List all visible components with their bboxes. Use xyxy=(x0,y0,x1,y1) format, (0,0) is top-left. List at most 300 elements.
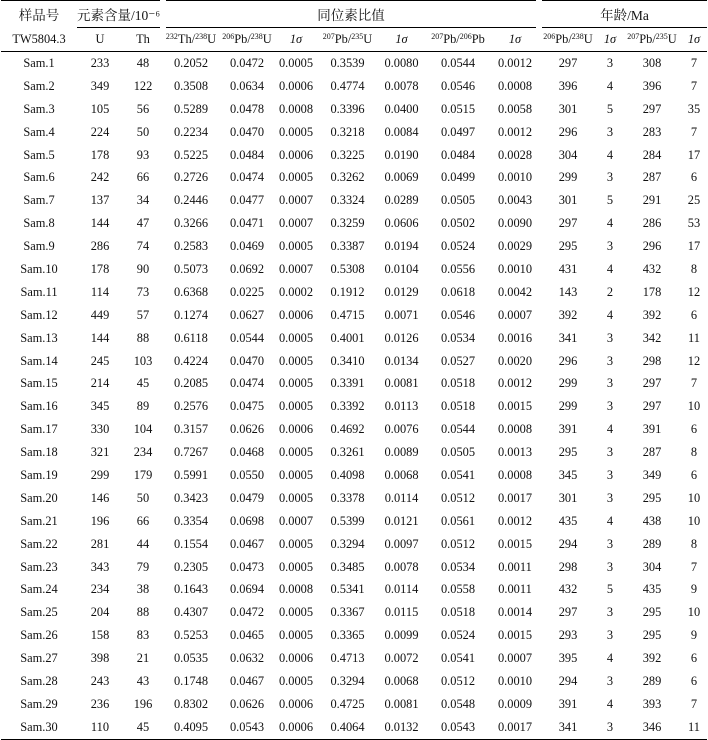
cell-sigma: 3 xyxy=(606,605,614,620)
cell-u: 110 xyxy=(90,719,110,734)
col-sigma-4: 1σ xyxy=(597,28,623,52)
cell-sigma: 7 xyxy=(690,376,698,391)
table-row xyxy=(1,258,707,281)
cell-u: 196 xyxy=(90,513,110,528)
cell-sigma: 10 xyxy=(687,399,701,414)
cell-sigma: 3 xyxy=(606,719,614,734)
cell-pb206-u238: 0.0626 xyxy=(229,422,265,437)
cell-sigma: 7 xyxy=(690,559,698,574)
cell-sample: Sam.20 xyxy=(20,490,58,505)
cell-pb206-u238: 0.0477 xyxy=(229,193,265,208)
cell-age-207-235: 342 xyxy=(642,330,662,345)
cell-pb206-u238: 0.0465 xyxy=(229,628,265,643)
cell-sigma: 0.0104 xyxy=(384,261,419,276)
cell-sigma: 0.0097 xyxy=(384,536,419,551)
table-row xyxy=(1,441,707,464)
cell-sigma: 0.0014 xyxy=(497,605,533,620)
cell-age-206-238: 391 xyxy=(558,422,578,437)
cell-u: 105 xyxy=(90,101,110,116)
cell-sigma: 0.0090 xyxy=(497,216,533,231)
cell-sigma: 0.0011 xyxy=(498,559,532,574)
cell-sigma: 0.0017 xyxy=(497,490,533,505)
cell-sigma: 0.0008 xyxy=(497,467,533,482)
cell-sigma: 0.0289 xyxy=(384,193,419,208)
cell-sample: Sam.13 xyxy=(20,330,58,345)
cell-pb207-pb206: 0.0546 xyxy=(440,307,476,322)
cell-th: 88 xyxy=(136,330,150,345)
cell-sample: Sam.22 xyxy=(20,536,58,551)
cell-pb207-u235: 0.3378 xyxy=(330,490,365,505)
cell-sigma: 0.0069 xyxy=(384,170,419,185)
col-sigma-5: 1σ xyxy=(681,28,707,52)
cell-sigma: 0.0005 xyxy=(278,330,314,345)
col-th: Th xyxy=(123,28,163,52)
cell-pb206-u238: 0.0467 xyxy=(229,536,265,551)
cell-pb206-u238: 0.0468 xyxy=(229,445,265,460)
cell-sigma: 2 xyxy=(606,284,614,299)
cell-sigma: 0.0400 xyxy=(384,101,419,116)
cell-age-206-238: 431 xyxy=(558,261,578,276)
col-sigma-2: 1σ xyxy=(378,28,425,52)
cell-pb206-u238: 0.0627 xyxy=(229,307,265,322)
cell-age-206-238: 294 xyxy=(558,536,578,551)
cell-age-207-235: 392 xyxy=(642,651,662,666)
cell-th-u-ratio: 0.1274 xyxy=(173,307,209,322)
cell-sample: Sam.5 xyxy=(23,147,55,162)
cell-u: 245 xyxy=(90,353,110,368)
cell-age-206-238: 341 xyxy=(558,330,578,345)
cell-pb206-u238: 0.0626 xyxy=(229,696,265,711)
cell-age-206-238: 395 xyxy=(558,651,578,666)
table-row xyxy=(1,624,707,647)
cell-pb207-pb206: 0.0534 xyxy=(440,330,476,345)
cell-pb207-pb206: 0.0556 xyxy=(440,261,476,276)
cell-sigma: 0.0005 xyxy=(278,376,314,391)
cell-pb207-u235: 0.4098 xyxy=(330,467,365,482)
cell-age-207-235: 438 xyxy=(642,513,662,528)
cell-th: 89 xyxy=(136,399,150,414)
cell-pb206-u238: 0.0692 xyxy=(229,261,265,276)
cell-age-207-235: 289 xyxy=(642,536,662,551)
cell-sigma: 0.0132 xyxy=(384,719,419,734)
table-row xyxy=(1,510,707,533)
sample-label: 样品号 xyxy=(18,8,60,24)
cell-pb207-u235: 0.3539 xyxy=(330,55,365,70)
cell-age-207-235: 286 xyxy=(642,216,662,231)
cell-sigma: 0.0006 xyxy=(278,147,314,162)
cell-age-207-235: 392 xyxy=(642,307,662,322)
cell-sample: Sam.1 xyxy=(23,55,55,70)
cell-age-207-235: 346 xyxy=(642,719,662,734)
cell-th: 45 xyxy=(136,376,150,391)
cell-sample: Sam.28 xyxy=(20,673,58,688)
cell-sigma: 7 xyxy=(690,696,698,711)
cell-th-u-ratio: 0.1643 xyxy=(173,582,209,597)
cell-th: 43 xyxy=(136,673,150,688)
cell-sample: Sam.24 xyxy=(20,582,58,597)
cell-sample: Sam.16 xyxy=(20,399,58,414)
cell-sigma: 0.0005 xyxy=(278,467,314,482)
cell-sigma: 0.0011 xyxy=(498,582,532,597)
table-row xyxy=(1,166,707,189)
cell-sigma: 3 xyxy=(606,239,614,254)
cell-pb206-u238: 0.0634 xyxy=(229,78,265,93)
cell-sigma: 3 xyxy=(606,330,614,345)
table-row xyxy=(1,533,707,556)
cell-th-u-ratio: 0.8302 xyxy=(173,696,209,711)
cell-sigma: 35 xyxy=(687,101,701,116)
cell-sigma: 0.0006 xyxy=(278,307,314,322)
cell-age-206-238: 294 xyxy=(558,673,578,688)
cell-th-u-ratio: 0.0535 xyxy=(173,651,209,666)
cell-sigma: 8 xyxy=(690,261,698,276)
cell-sample: Sam.19 xyxy=(20,467,58,482)
cell-th: 38 xyxy=(136,582,150,597)
header-row-groups xyxy=(1,1,707,28)
cell-sigma: 0.0010 xyxy=(497,170,533,185)
cell-pb207-u235: 0.3485 xyxy=(330,559,365,574)
cell-sigma: 0.0005 xyxy=(278,353,314,368)
cell-age-207-235: 297 xyxy=(642,399,662,414)
cell-pb206-u238: 0.0698 xyxy=(229,513,265,528)
cell-u: 144 xyxy=(90,330,110,345)
cell-pb207-pb206: 0.0544 xyxy=(440,55,476,70)
cell-th: 50 xyxy=(136,124,150,139)
cell-u: 214 xyxy=(90,376,110,391)
cell-sigma: 0.0043 xyxy=(497,193,533,208)
cell-pb206-u238: 0.0473 xyxy=(229,559,265,574)
cell-sigma: 0.0007 xyxy=(278,513,314,528)
cell-sigma: 0.0129 xyxy=(384,284,419,299)
cell-age-206-238: 299 xyxy=(558,170,578,185)
cell-sigma: 5 xyxy=(606,582,614,597)
cell-u: 204 xyxy=(90,605,110,620)
cell-sigma: 25 xyxy=(687,193,701,208)
cell-pb207-pb206: 0.0546 xyxy=(440,78,476,93)
cell-age-206-238: 435 xyxy=(558,513,578,528)
cell-age-206-238: 392 xyxy=(558,307,578,322)
cell-pb207-pb206: 0.0505 xyxy=(440,193,476,208)
cell-age-206-238: 301 xyxy=(558,101,578,116)
cell-sigma: 7 xyxy=(690,55,698,70)
cell-pb207-pb206: 0.0484 xyxy=(440,147,476,162)
cell-pb206-u238: 0.0472 xyxy=(229,55,265,70)
cell-th: 79 xyxy=(136,559,150,574)
cell-age-206-238: 396 xyxy=(558,78,578,93)
cell-sample: Sam.17 xyxy=(20,422,58,437)
cell-th-u-ratio: 0.4095 xyxy=(173,719,209,734)
cell-sigma: 17 xyxy=(687,239,701,254)
table-row xyxy=(1,670,707,693)
cell-th: 90 xyxy=(136,261,150,276)
col-pb206-u238: $^{206}$Pb/$^{238}$U xyxy=(219,28,275,52)
cell-pb207-pb206: 0.0518 xyxy=(440,605,476,620)
cell-pb206-u238: 0.0467 xyxy=(229,673,265,688)
cell-sigma: 4 xyxy=(606,513,614,528)
col-age-207-235: $^{207}$Pb/$^{235}$U xyxy=(623,28,681,52)
cell-pb207-pb206: 0.0524 xyxy=(440,628,476,643)
cell-pb207-pb206: 0.0541 xyxy=(440,651,476,666)
cell-sigma: 0.0012 xyxy=(497,55,533,70)
cell-pb207-u235: 0.4774 xyxy=(330,78,365,93)
cell-sigma: 0.0005 xyxy=(278,628,314,643)
cell-th: 48 xyxy=(136,55,150,70)
cell-sigma: 0.0089 xyxy=(384,445,419,460)
cell-sigma: 10 xyxy=(687,605,701,620)
cell-sample: Sam.3 xyxy=(23,101,55,116)
cell-pb207-pb206: 0.0534 xyxy=(440,559,476,574)
cell-sigma: 3 xyxy=(606,536,614,551)
cell-sigma: 8 xyxy=(690,536,698,551)
cell-th: 104 xyxy=(133,422,153,437)
cell-sigma: 0.0081 xyxy=(384,696,419,711)
cell-u: 137 xyxy=(90,193,110,208)
cell-sigma: 0.0010 xyxy=(497,261,533,276)
cell-th-u-ratio: 0.1748 xyxy=(173,673,209,688)
cell-pb207-u235: 0.3391 xyxy=(330,376,365,391)
sample-id: TW5804.3 xyxy=(1,28,77,52)
cell-pb206-u238: 0.0544 xyxy=(229,330,265,345)
cell-pb207-u235: 0.3225 xyxy=(330,147,365,162)
cell-age-207-235: 283 xyxy=(642,124,662,139)
cell-u: 281 xyxy=(90,536,110,551)
cell-pb207-u235: 0.3218 xyxy=(330,124,365,139)
cell-sigma: 10 xyxy=(687,513,701,528)
cell-sigma: 0.0078 xyxy=(384,559,419,574)
cell-pb206-u238: 0.0478 xyxy=(229,101,265,116)
cell-u: 144 xyxy=(90,216,110,231)
cell-pb207-u235: 0.3410 xyxy=(330,353,365,368)
isotope-group-header: 同位素比值 xyxy=(163,1,539,28)
cell-age-206-238: 297 xyxy=(558,216,578,231)
table-row xyxy=(1,189,707,212)
cell-sigma: 0.0081 xyxy=(384,376,419,391)
cell-sigma: 12 xyxy=(687,284,701,299)
cell-sigma: 0.0006 xyxy=(278,78,314,93)
cell-u: 242 xyxy=(90,170,110,185)
cell-sigma: 6 xyxy=(690,673,698,688)
col-age-206-238: $^{206}$Pb/$^{238}$U xyxy=(539,28,597,52)
cell-sigma: 0.0012 xyxy=(497,124,533,139)
cell-pb207-pb206: 0.0518 xyxy=(440,376,476,391)
cell-th-u-ratio: 0.2446 xyxy=(173,193,209,208)
cell-th: 57 xyxy=(136,307,150,322)
cell-sample: Sam.30 xyxy=(20,719,58,734)
cell-age-206-238: 298 xyxy=(558,559,578,574)
cell-age-207-235: 291 xyxy=(642,193,662,208)
cell-pb206-u238: 0.0694 xyxy=(229,582,265,597)
cell-sample: Sam.29 xyxy=(20,696,58,711)
cell-u: 236 xyxy=(90,696,110,711)
cell-sample: Sam.7 xyxy=(23,193,55,208)
table-row xyxy=(1,281,707,304)
cell-pb206-u238: 0.0543 xyxy=(229,719,265,734)
cell-sigma: 3 xyxy=(606,559,614,574)
cell-age-206-238: 432 xyxy=(558,582,578,597)
cell-age-207-235: 289 xyxy=(642,673,662,688)
cell-th-u-ratio: 0.2576 xyxy=(173,399,209,414)
cell-th: 122 xyxy=(133,78,153,93)
cell-pb207-u235: 0.3262 xyxy=(330,170,365,185)
cell-sigma: 4 xyxy=(606,651,614,666)
cell-sigma: 9 xyxy=(690,628,698,643)
cell-th: 73 xyxy=(136,284,150,299)
cell-sigma: 3 xyxy=(606,55,614,70)
cell-sigma: 11 xyxy=(688,719,700,734)
table-row xyxy=(1,556,707,579)
cell-age-207-235: 393 xyxy=(642,696,662,711)
cell-sigma: 53 xyxy=(687,216,701,231)
cell-sample: Sam.10 xyxy=(20,261,58,276)
cell-pb206-u238: 0.0484 xyxy=(229,147,265,162)
cell-sigma: 0.0015 xyxy=(497,628,533,643)
cell-th-u-ratio: 0.6118 xyxy=(174,330,208,345)
table-row xyxy=(1,304,707,327)
cell-sample: Sam.26 xyxy=(20,628,58,643)
cell-th-u-ratio: 0.2726 xyxy=(173,170,209,185)
cell-u: 330 xyxy=(90,422,110,437)
cell-sigma: 3 xyxy=(606,673,614,688)
table-row xyxy=(1,647,707,670)
cell-pb207-pb206: 0.0548 xyxy=(440,696,476,711)
cell-sigma: 0.0002 xyxy=(278,284,314,299)
cell-age-206-238: 293 xyxy=(558,628,578,643)
cell-pb207-pb206: 0.0502 xyxy=(440,216,476,231)
table-row xyxy=(1,372,707,395)
table-row xyxy=(1,327,707,350)
cell-age-206-238: 301 xyxy=(558,490,578,505)
cell-age-206-238: 297 xyxy=(558,605,578,620)
cell-th-u-ratio: 0.4307 xyxy=(173,605,209,620)
cell-age-206-238: 299 xyxy=(558,399,578,414)
table-row xyxy=(1,716,707,739)
cell-sigma: 0.0114 xyxy=(384,582,419,597)
cell-age-207-235: 295 xyxy=(642,605,662,620)
cell-sigma: 0.0009 xyxy=(497,696,533,711)
cell-sigma: 6 xyxy=(690,170,698,185)
cell-age-206-238: 295 xyxy=(558,239,578,254)
cell-th-u-ratio: 0.3508 xyxy=(173,78,209,93)
cell-age-206-238: 341 xyxy=(558,719,578,734)
cell-age-207-235: 298 xyxy=(642,353,662,368)
col-pb207-pb206: $^{207}$Pb/$^{206}$Pb xyxy=(425,28,491,52)
cell-age-207-235: 435 xyxy=(642,582,662,597)
cell-sigma: 3 xyxy=(606,376,614,391)
cell-age-207-235: 391 xyxy=(642,422,662,437)
col-u: U xyxy=(77,28,123,52)
cell-pb207-pb206: 0.0512 xyxy=(440,490,476,505)
cell-age-207-235: 296 xyxy=(642,239,662,254)
cell-sigma: 0.0042 xyxy=(497,284,533,299)
table-row xyxy=(1,693,707,716)
cell-u: 146 xyxy=(90,490,110,505)
cell-sigma: 4 xyxy=(606,261,614,276)
cell-u: 178 xyxy=(90,261,110,276)
cell-sigma: 0.0007 xyxy=(278,216,314,231)
cell-u: 299 xyxy=(90,467,110,482)
cell-age-207-235: 295 xyxy=(642,628,662,643)
cell-sigma: 0.0017 xyxy=(497,719,533,734)
table-row xyxy=(1,75,707,98)
cell-sigma: 0.0005 xyxy=(278,490,314,505)
cell-th-u-ratio: 0.4224 xyxy=(173,353,209,368)
cell-sigma: 0.0006 xyxy=(278,422,314,437)
cell-th-u-ratio: 0.2052 xyxy=(173,55,209,70)
cell-pb207-u235: 0.5341 xyxy=(330,582,365,597)
cell-pb206-u238: 0.0474 xyxy=(229,376,265,391)
cell-sigma: 12 xyxy=(687,353,701,368)
cell-u: 158 xyxy=(90,628,110,643)
cell-sigma: 0.0058 xyxy=(497,101,533,116)
cell-sample: Sam.18 xyxy=(20,445,58,460)
cell-sigma: 3 xyxy=(606,445,614,460)
cell-pb207-pb206: 0.0561 xyxy=(440,513,476,528)
cell-sigma: 4 xyxy=(606,147,614,162)
cell-sigma: 3 xyxy=(606,467,614,482)
cell-age-207-235: 295 xyxy=(642,490,662,505)
cell-age-207-235: 297 xyxy=(642,101,662,116)
cell-sigma: 0.0005 xyxy=(278,399,314,414)
cell-th-u-ratio: 0.3266 xyxy=(173,216,209,231)
cell-pb207-pb206: 0.0527 xyxy=(440,353,476,368)
cell-u: 224 xyxy=(90,124,110,139)
cell-sigma: 10 xyxy=(687,490,701,505)
cell-sigma: 0.0005 xyxy=(278,559,314,574)
cell-sigma: 0.0012 xyxy=(497,376,533,391)
cell-pb207-u235: 0.3294 xyxy=(330,673,365,688)
cell-age-206-238: 345 xyxy=(558,467,578,482)
table-row xyxy=(1,601,707,624)
cell-sigma: 6 xyxy=(690,422,698,437)
cell-sigma: 11 xyxy=(688,330,700,345)
table-row xyxy=(1,121,707,144)
cell-pb207-pb206: 0.0541 xyxy=(440,467,476,482)
cell-pb206-u238: 0.0474 xyxy=(229,170,265,185)
table-row xyxy=(1,235,707,258)
cell-sigma: 5 xyxy=(606,193,614,208)
cell-pb207-u235: 0.3261 xyxy=(330,445,365,460)
cell-th: 88 xyxy=(136,605,150,620)
cell-age-206-238: 143 xyxy=(558,284,578,299)
cell-sigma: 0.0076 xyxy=(384,422,419,437)
cell-pb207-pb206: 0.0544 xyxy=(440,422,476,437)
cell-th-u-ratio: 0.2085 xyxy=(173,376,209,391)
cell-sigma: 5 xyxy=(606,101,614,116)
table-row xyxy=(1,350,707,373)
cell-u: 349 xyxy=(90,78,110,93)
cell-th-u-ratio: 0.2583 xyxy=(173,239,209,254)
cell-sigma: 7 xyxy=(690,124,698,139)
cell-pb207-u235: 0.3324 xyxy=(330,193,365,208)
cell-sigma: 7 xyxy=(690,78,698,93)
table-row xyxy=(1,418,707,441)
cell-th: 66 xyxy=(136,170,150,185)
cell-pb206-u238: 0.0472 xyxy=(229,605,265,620)
cell-th-u-ratio: 0.7267 xyxy=(173,445,209,460)
cell-sigma: 0.0134 xyxy=(384,353,419,368)
cell-sigma: 0.0084 xyxy=(384,124,419,139)
cell-sigma: 0.0080 xyxy=(384,55,419,70)
cell-pb207-pb206: 0.0499 xyxy=(440,170,476,185)
cell-sigma: 0.0008 xyxy=(278,101,314,116)
cell-age-206-238: 391 xyxy=(558,696,578,711)
cell-th: 83 xyxy=(136,628,150,643)
cell-pb207-u235: 0.3294 xyxy=(330,536,365,551)
zircon-data-table xyxy=(1,0,707,740)
cell-sigma: 0.0005 xyxy=(278,673,314,688)
cell-pb207-pb206: 0.0558 xyxy=(440,582,476,597)
cell-pb207-pb206: 0.0497 xyxy=(440,124,476,139)
